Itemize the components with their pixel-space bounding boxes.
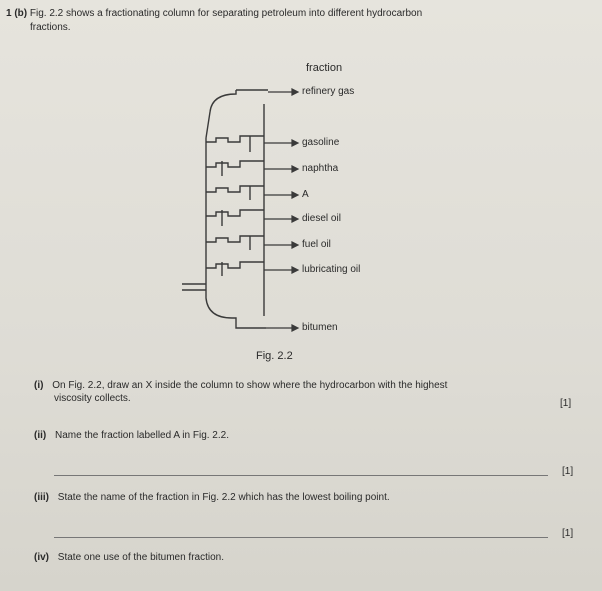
part-ii-number: (ii)	[34, 430, 47, 441]
arrowhead-a	[292, 192, 298, 198]
part-ii-line1	[34, 430, 229, 442]
arrowhead-refinery-gas	[292, 89, 298, 95]
column-top-outline	[206, 90, 268, 138]
part-i-number: (i)	[34, 380, 44, 391]
label-fuel-oil: fuel oil	[302, 239, 331, 250]
part-i-mark: [1]	[560, 398, 572, 409]
part-ii-text: Name the fraction labelled A in Fig. 2.2.	[55, 430, 229, 441]
intro-text: Fig. 2.2 shows a fractionating column for separating petroleum into different hydrocarbon	[29, 8, 423, 19]
part-iv-number: (iv)	[34, 552, 49, 563]
arrowhead-lubricating	[292, 267, 298, 273]
arrowhead-bitumen	[292, 325, 298, 331]
figure-caption: Fig. 2.2	[256, 350, 293, 362]
question-number: 1 (b)	[6, 8, 28, 19]
part-iii-text: State the name of the fraction in Fig. 2.2 which has the lowest boiling point.	[57, 492, 390, 503]
label-diesel-oil: diesel oil	[302, 213, 341, 224]
label-lubricating-oil: lubricating oil	[302, 264, 361, 275]
tray-3	[206, 186, 264, 192]
part-iii-number: (iii)	[34, 492, 49, 503]
answer-line-iii[interactable]	[54, 537, 548, 538]
inlet-pipe	[182, 284, 206, 290]
arrowhead-naphtha	[292, 166, 298, 172]
label-a: A	[302, 189, 309, 200]
part-i-line2: viscosity collects.	[54, 393, 131, 404]
label-naphtha: naphtha	[302, 163, 339, 174]
part-iv-text: State one use of the bitumen fraction.	[57, 552, 224, 563]
part-i-line1	[34, 380, 447, 392]
tray-6	[206, 262, 264, 268]
part-ii-mark: [1]	[562, 466, 574, 477]
part-i-text: On Fig. 2.2, draw an X inside the column to show where the hydrocarbon with the highest	[52, 380, 448, 391]
part-iii-mark: [1]	[562, 528, 574, 539]
arrowhead-fuel-oil	[292, 242, 298, 248]
tray-4	[206, 210, 264, 216]
column-bottom-outline	[206, 280, 266, 328]
label-gasoline: gasoline	[302, 137, 340, 148]
tray-1	[206, 136, 264, 142]
fraction-heading: fraction	[306, 62, 343, 74]
question-intro-line2: fractions.	[30, 22, 71, 33]
tray-2	[206, 161, 264, 167]
label-bitumen: bitumen	[302, 322, 338, 333]
part-iv-line1	[34, 552, 224, 564]
arrowhead-diesel	[292, 216, 298, 222]
tray-5	[206, 236, 264, 242]
answer-line-ii[interactable]	[54, 475, 548, 476]
arrowhead-gasoline	[292, 140, 298, 146]
label-refinery-gas: refinery gas	[302, 86, 355, 97]
part-iii-line1	[34, 492, 390, 504]
